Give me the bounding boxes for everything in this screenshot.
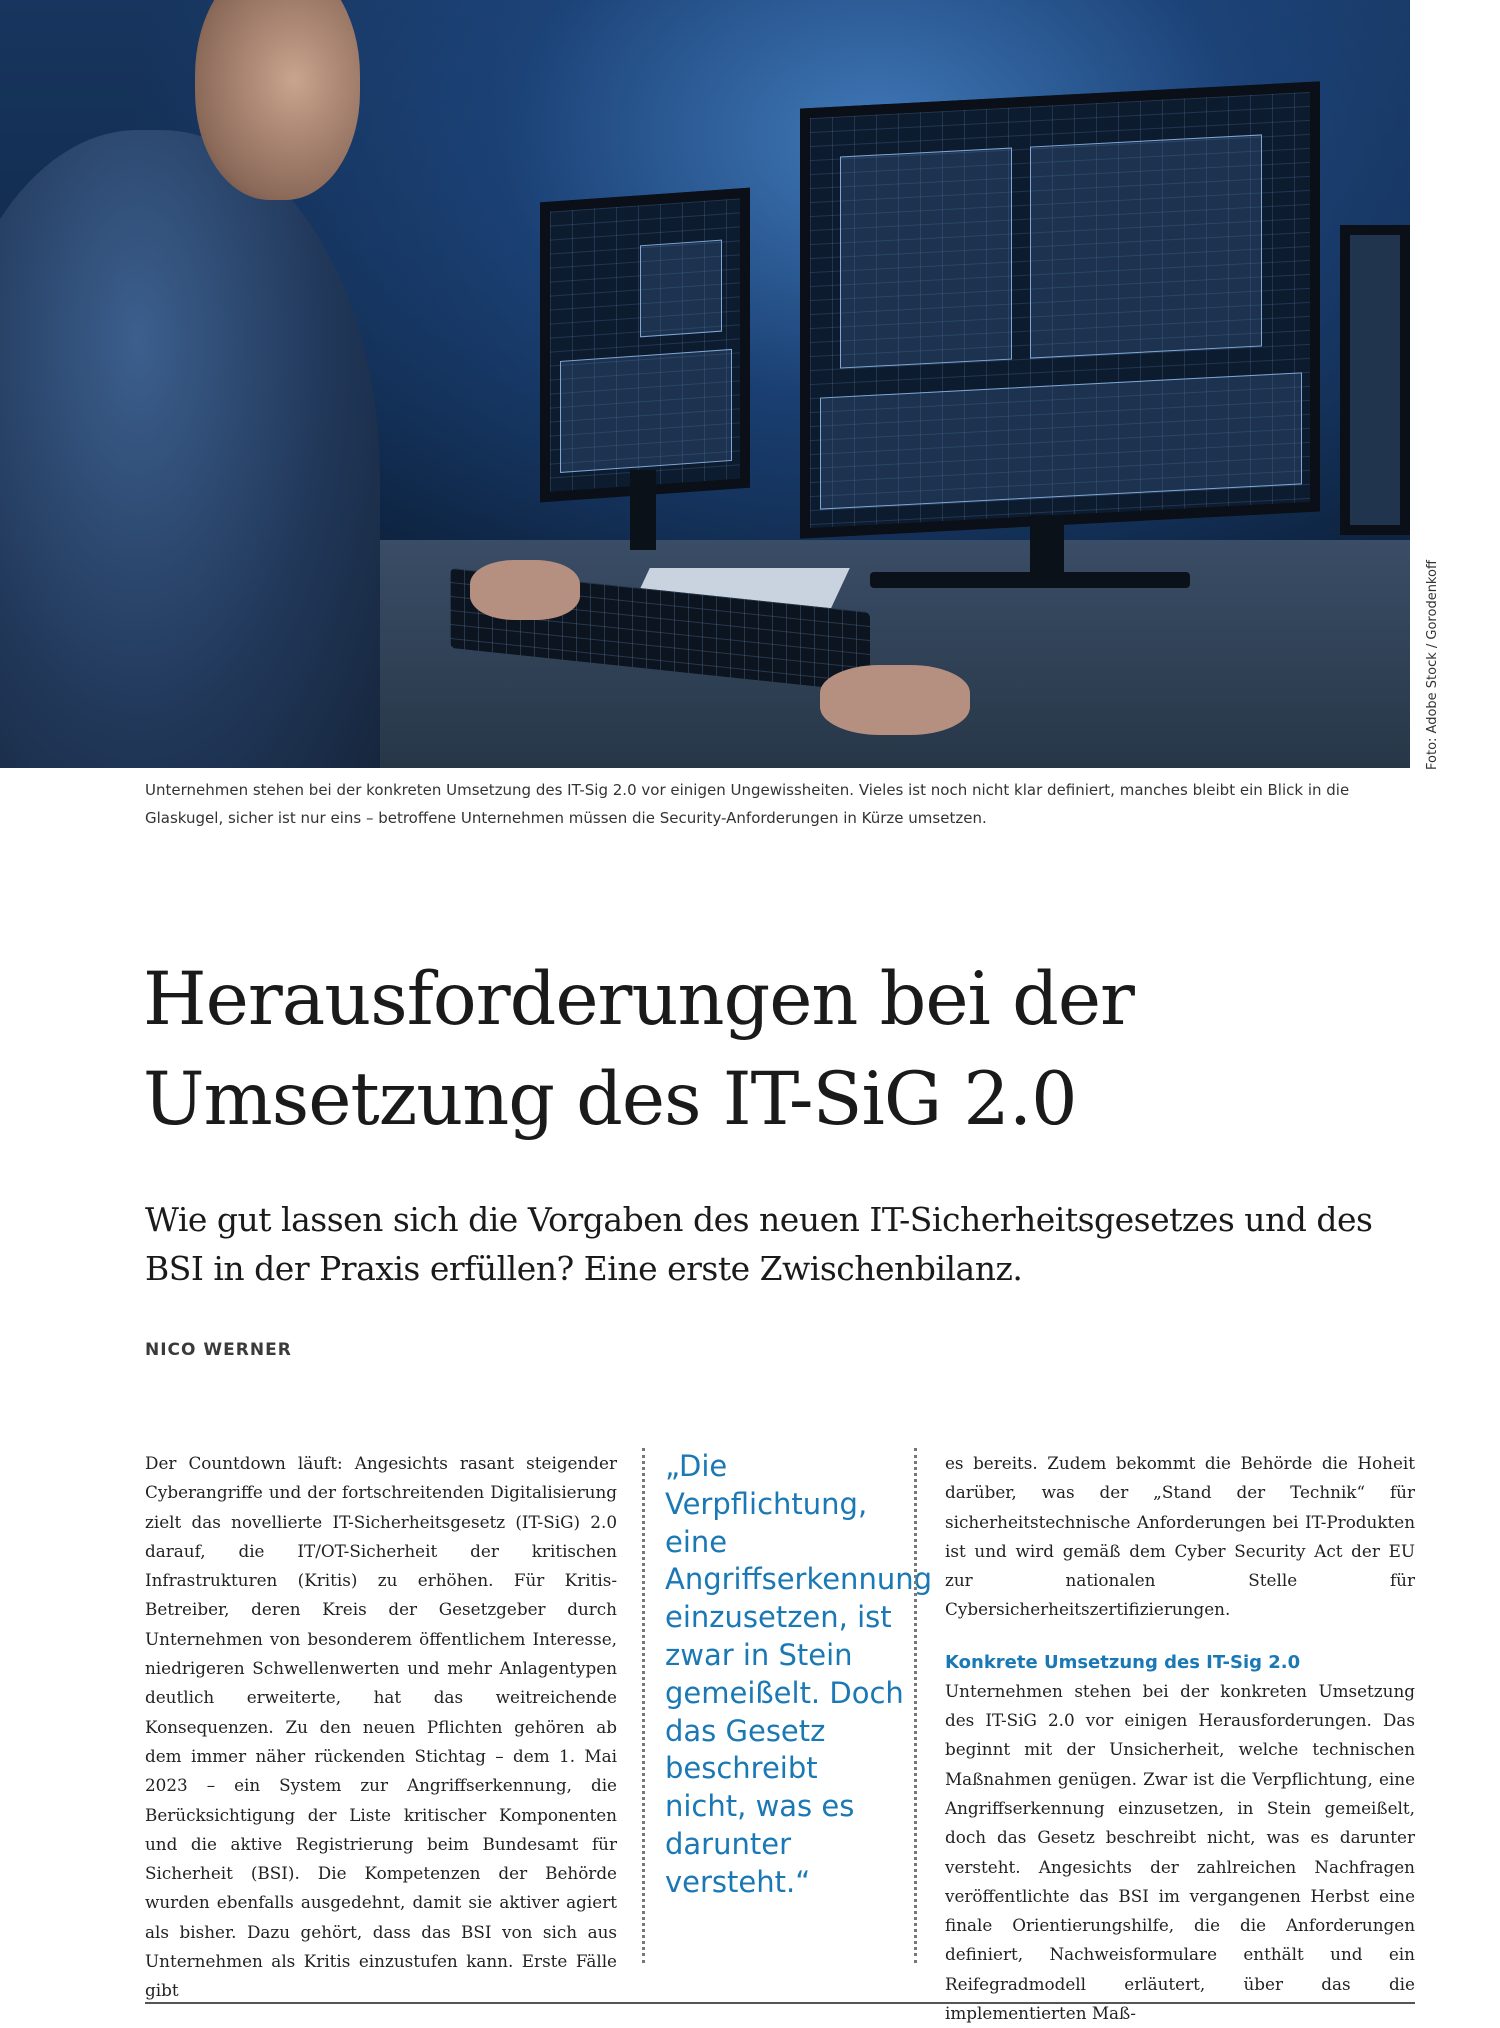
section-heading: Konkrete Umsetzung des IT-Sig 2.0 (945, 1651, 1301, 1673)
photo-credit: Foto: Adobe Stock / Gorodenkoff (1425, 560, 1440, 770)
column-divider-right (914, 1448, 917, 1963)
article-column-left (145, 1449, 617, 2006)
pull-quote: „Die Verpflichtung, eine Angriffserkennung einzusetzen, ist zwar in Stein gemeißelt. Doch das Gesetz beschreibt nicht, was es darunter versteht.“ (665, 1449, 932, 1899)
column-divider-left (642, 1448, 645, 1963)
left-column-text: Der Countdown läuft: Angesichts rasant steigender Cyberangriffe und der fortschreitenden Digitalisierung zielt das novellierte IT-Sicherheitsgesetz (IT-SiG) 2.0 darauf, die IT/OT-Sicherheit der kritischen Infrastrukturen (Kritis) zu erhöhen. Für Kritis-Betreiber, deren Kreis der Gesetzgeber durch Unternehmen von besonderem öffentlichem Interesse, niedrigeren Schwellenwerten und mehr Anlagentypen deutlich erweiterte, hat das weitreichende Konsequenzen. Zu den neuen Pflichten gehören ab dem immer näher rückenden Stichtag – dem 1. Mai 2023 – ein System zur Angriffserkennung, die Berücksichtigung der Liste kritischer Komponenten und die aktive Registrierung beim Bundesamt für Sicherheit (BSI). Die Kompetenzen der Behörde wurden ebenfalls ausgedehnt, damit sie aktiver agiert als bisher. Dazu gehört, dass das BSI von sich aus Unternehmen als Kritis einzustufen kann. Erste Fälle gibt (145, 1453, 617, 2001)
article-column-right (945, 1449, 1415, 2028)
monitor-right (1340, 225, 1410, 535)
person-head (195, 0, 360, 200)
monitor-left (540, 188, 750, 503)
article-title (143, 950, 1403, 1150)
article-title-line-1: Herausforderungen bei der (143, 957, 1134, 1042)
monitor-center (800, 81, 1320, 538)
article-subtitle: Wie gut lassen sich die Vorgaben des neuen IT-Sicherheitsgesetzes und des BSI in der Praxis erfüllen? Eine erste Zwischenbilanz. (145, 1200, 1373, 1288)
bottom-rule (145, 2002, 1415, 2004)
monitor-left-stand (630, 470, 656, 550)
person-right-hand (820, 665, 970, 735)
author-byline: NICO WERNER (145, 1340, 292, 1360)
right-column-intro: es bereits. Zudem bekommt die Behörde die Hoheit darüber, was der „Stand der Technik“ für sicherheitstechnische Anforderungen bei IT-Produkten ist und wird gemäß dem Cyber Security Act der EU zur nationalen Stelle für Cybersicherheitszertifizierungen. (945, 1453, 1415, 1620)
monitor-center-stand (1030, 515, 1064, 575)
monitor-center-foot (870, 572, 1190, 588)
person-body (0, 130, 380, 768)
person-left-hand (470, 560, 580, 620)
right-column-body: Unternehmen stehen bei der konkreten Umsetzung des IT-SiG 2.0 vor einigen Herausforderungen. Das beginnt mit der Unsicherheit, welche technischen Maßnahmen genügen. Zwar ist die Verpflichtung, eine Angriffserkennung einzusetzen, in Stein gemeißelt, doch das Gesetz beschreibt nicht, was es darunter versteht. Angesichts der zahlreichen Nachfragen veröffentlichte das BSI im vergangenen Herbst eine finale Orientierungshilfe, die die Anforderungen definiert, Nachweisformulare enthält und ein Reifegradmodell erläutert, über das die implementierten Maß- (945, 1680, 1415, 2024)
photo-caption: Unternehmen stehen bei der konkreten Umsetzung des IT-Sig 2.0 vor einigen Ungewissheiten. Vieles ist noch nicht klar definiert, manches bleibt ein Blick in die Glaskugel, sicher ist nur eins – betroffene Unternehmen müssen die Security-Anforderungen in Kürze umsetzen. (145, 781, 1350, 827)
header-photo (0, 0, 1410, 768)
article-title-line-2: Umsetzung des IT-SiG 2.0 (143, 1057, 1077, 1142)
